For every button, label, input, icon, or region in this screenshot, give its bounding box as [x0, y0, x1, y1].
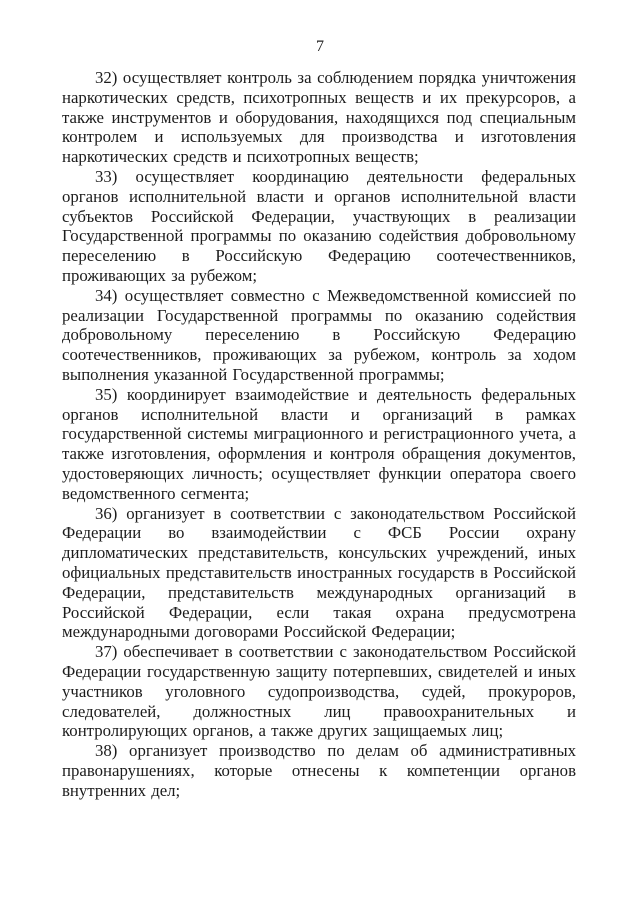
paragraph-item-36: 36) организует в соответствии с законодательством Российской Федерации во взаимодействии с ФСБ России охрану дипломатических представительств, консульских учреждений, иных официальных представительств иностранных государств в Российской Федерации, представительств международных организаций в Российской Федерации, если такая охрана предусмотрена международными договорами Российской Федерации; [62, 503, 576, 642]
paragraph-item-32: 32) осуществляет контроль за соблюдением порядка уничтожения наркотических средств, психотропных веществ и их прекурсоров, а также инструментов и оборудования, находящихся под специальным контролем и используемых для производства и изготовления наркотических средств и психотропных веществ; [62, 68, 576, 167]
paragraph-item-37: 37) обеспечивает в соответствии с законодательством Российской Федерации государственную защиту потерпевших, свидетелей и иных участников уголовного судопроизводства, судей, прокуроров, следователей, должностных лиц правоохранительных и контролирующих органов, а также других защищаемых лиц; [62, 642, 576, 741]
document-body [62, 68, 576, 800]
paragraph-item-34: 34) осуществляет совместно с Межведомственной комиссией по реализации Государственной программы по оказанию содействия добровольному переселению в Российскую Федерацию соотечественников, проживающих за рубежом, контроль за ходом выполнения указанной Государственной программы; [62, 285, 576, 384]
paragraph-item-33: 33) осуществляет координацию деятельности федеральных органов исполнительной власти и органов исполнительной власти субъектов Российской Федерации, участвующих в реализации Государственной программы по оказанию содействия добровольному переселению в Российскую Федерацию соотечественников, проживающих за рубежом; [62, 166, 576, 285]
page-number: 7 [316, 38, 324, 55]
paragraph-item-35: 35) координирует взаимодействие и деятельность федеральных органов исполнительной власти и организаций в рамках государственной системы миграционного и регистрационного учета, а также изготовления, оформления и контроля обращения документов, удостоверяющих личность; осуществляет функции оператора своего ведомственного сегмента; [62, 384, 576, 503]
paragraph-item-38: 38) организует производство по делам об административных правонарушениях, которые отнесены к компетенции органов внутренних дел; [62, 741, 576, 800]
